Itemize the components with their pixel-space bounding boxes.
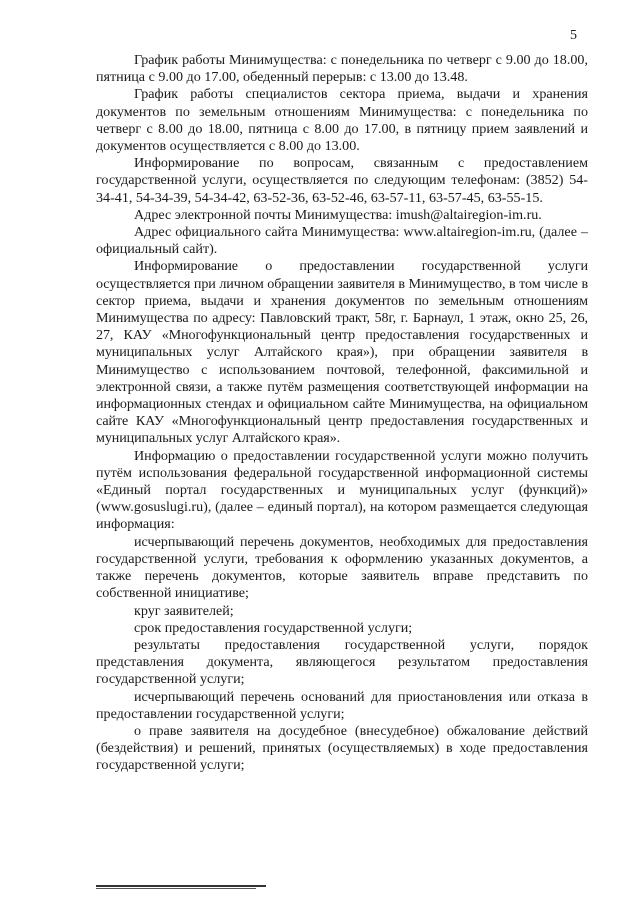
paragraph-informing: Информирование о предоставлении государственной услуги осуществляется при личном обращении заявителя в Минимущество, в том числе в сектор приема, выдачи и хранения документов по земельным отношениям Минимущества по адресу: Павловский тракт, 58г, г. Барнаул, 1 этаж, окно 25, 26, 27, КАУ «Многофункциональный центр предоставления государственных и муниципальных услуг Алтайского края»), при обращении заявителя в Минимущество с использованием почтовой, телефонной, факсимильной и электронной связи, а также путём размещения соответствующей информации на информационных стендах и официальном сайте Минимущества, на официальном сайте КАУ «Многофункциональный центр предоставления государственных и муниципальных услуг Алтайского края». — [96, 258, 588, 447]
list-item-grounds: исчерпывающий перечень оснований для приостановления или отказа в предоставлении государственной услуги; — [96, 688, 588, 722]
paragraph-portal: Информацию о предоставлении государственной услуги можно получить путём использования федеральной государственной информационной системы «Единый портал государственных и муниципальных услуг (функций)» (www.gosuslugi.ru), (далее – единый портал), на котором размещается следующая информация: — [96, 447, 588, 533]
footer-divider — [96, 885, 266, 887]
page-number: 5 — [570, 28, 577, 43]
paragraph-work-schedule: График работы Минимущества: с понедельника по четверг с 9.00 до 18.00, пятница с 9.00 до 17.00, обеденный перерыв: с 13.00 до 13.48. — [96, 52, 588, 86]
list-item-documents: исчерпывающий перечень документов, необходимых для предоставления государственной услуги, требования к оформлению указанных документов, а также перечень документов, которые заявитель вправе представить по собственной инициативе; — [96, 533, 588, 602]
footer-divider-thin — [96, 888, 256, 889]
paragraph-phones: Информирование по вопросам, связанным с предоставлением государственной услуги, осуществляется по следующим телефонам: (3852) 54-34-41, 54-34-39, 54-34-42, 63-52-36, 63-52-46, 63-57-11, 63-57-45, 63-55-15. — [96, 155, 588, 206]
paragraph-website: Адрес официального сайта Минимущества: www.altairegion-im.ru, (далее – официальный сайт). — [96, 224, 588, 258]
paragraph-specialists-schedule: График работы специалистов сектора приема, выдачи и хранения документов по земельным отношениям Минимущества: с понедельника по четверг с 8.00 до 18.00, пятница с 8.00 до 17.00, в пятницу прием заявлений и документов осуществляется с 8.00 до 13.00. — [96, 86, 588, 155]
list-item-applicants: круг заявителей; — [134, 602, 234, 619]
document-body — [96, 52, 588, 775]
list-item-appeal: о праве заявителя на досудебное (внесудебное) обжалование действий (бездействия) и решений, принятых (осуществляемых) в ходе предоставления государственной услуги; — [96, 722, 588, 774]
list-item-results: результаты предоставления государственной услуги, порядок представления документа, являющегося результатом предоставления государственной услуги; — [96, 636, 588, 688]
list-item-term: срок предоставления государственной услуги; — [134, 619, 413, 636]
paragraph-email: Адрес электронной почты Минимущества: imush@altairegion-im.ru. — [134, 206, 542, 223]
